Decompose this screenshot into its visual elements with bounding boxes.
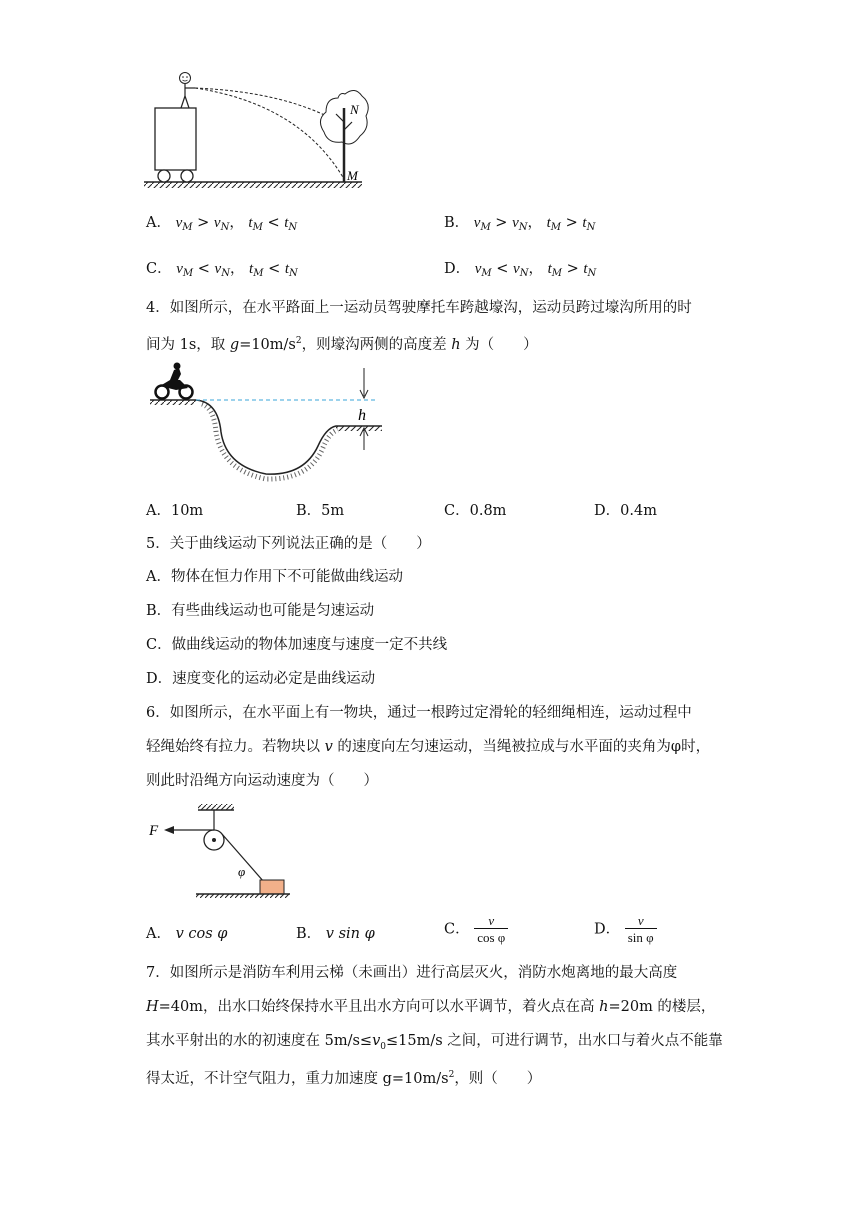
q4-stem-line2: 间为 1s，取 $g=10m/s^2$，则壕沟两侧的高度差 h 为（ ） <box>146 336 538 353</box>
q5-option-c: C．做曲线运动的物体加速度与速度一定不共线 <box>146 637 448 653</box>
q5-option-a: A．物体在恒力作用下不可能做曲线运动 <box>146 569 403 585</box>
q4-option-c: C．0.8m <box>444 503 507 519</box>
label-n: N <box>350 102 359 117</box>
q4-stem-line1: 4．如图所示，在水平路面上一运动员驾驶摩托车跨越壕沟，运动员跨过壕沟所用的时 <box>146 300 692 316</box>
q3-option-b: B． $v_M > v_N$， $t_M > t_N$ <box>444 215 596 233</box>
q6-stem-line2: 轻绳始终有拉力。若物块以 v 的速度向左匀速运动，当绳被拉成与水平面的夹角为φ时， <box>146 739 711 755</box>
q7-stem-line4: 得太近，不计空气阻力，重力加速度 $g=10m/s^2$，则（ ） <box>146 1070 542 1087</box>
q5-option-d: D．速度变化的运动必定是曲线运动 <box>146 671 376 687</box>
q6-figure-ground <box>190 878 290 898</box>
q6-figure <box>146 800 296 880</box>
q6-option-c: C． $\frac{v}{\text{cos φ}}$ <box>444 913 508 946</box>
q6-option-b: B． v sin φ <box>296 926 375 942</box>
label-phi: φ <box>238 864 246 879</box>
q4-figure <box>146 360 386 485</box>
q6-stem-line3: 则此时沿绳方向运动速度为（ ） <box>146 773 378 789</box>
label-f: F <box>149 823 159 839</box>
q7-stem-line1: 7．如图所示是消防车利用云梯（未画出）进行高层灭火，消防水炮离地的最大高度 <box>146 965 678 981</box>
q6-stem-line1: 6．如图所示，在水平面上有一物块，通过一根跨过定滑轮的轻细绳相连，运动过程中 <box>146 705 692 721</box>
q6-option-a: A． v cos φ <box>146 926 228 942</box>
q3-option-d: D． $v_M < v_N$， $t_M > t_N$ <box>444 261 597 279</box>
q6-option-d: D． $\frac{v}{\text{sin φ}}$ <box>594 913 657 946</box>
q3-option-a: A． $v_M > v_N$， $t_M < t_N$ <box>146 215 298 233</box>
q4-option-a: A．10m <box>146 503 204 519</box>
q7-stem-line2: H=40m，出水口始终保持水平且出水方向可以水平调节，着火点在高 h=20m 的楼层， <box>146 999 716 1015</box>
q7-stem-line3: 其水平射出的水的初速度在 $5m/s\le v_0\le 15m/s$ 之间，可进行调节，出水口与着火点不能靠 <box>146 1033 723 1052</box>
q5-option-b: B．有些曲线运动也可能是匀速运动 <box>146 603 375 619</box>
q3-option-c: C． $v_M < v_N$， $t_M < t_N$ <box>146 261 298 279</box>
q4-option-b: B．5m <box>296 503 345 519</box>
q5-stem: 5．关于曲线运动下列说法正确的是（ ） <box>146 536 431 552</box>
q4-option-d: D．0.4m <box>594 503 657 519</box>
q3-figure <box>140 64 380 199</box>
label-m: M <box>347 168 358 183</box>
label-h: h <box>358 407 366 424</box>
